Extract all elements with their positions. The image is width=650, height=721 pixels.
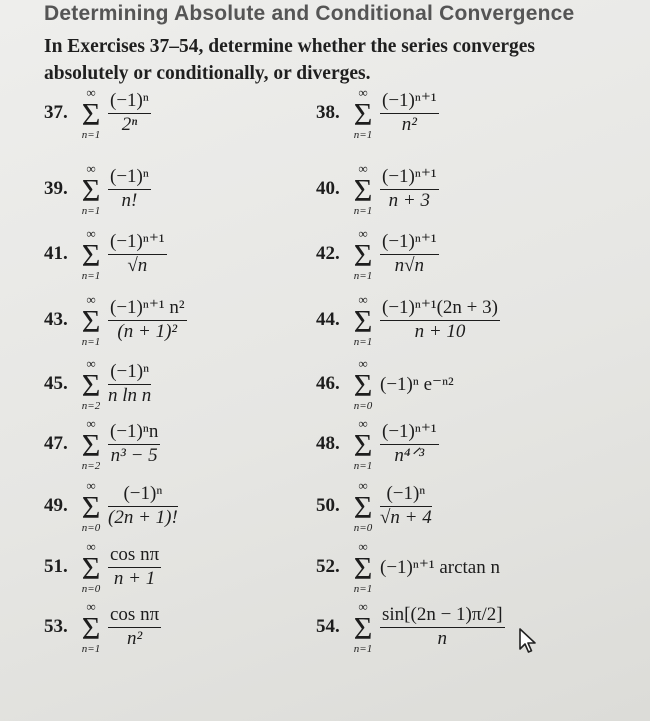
sum-lower-limit: n=1 [81,643,101,655]
series-term: (−1)ⁿ e⁻ⁿ² [380,374,454,395]
sigma-icon: Σ [81,237,101,273]
term-denominator: n² [401,114,417,135]
sum-upper-limit: ∞ [358,292,368,307]
summation [350,227,376,282]
sum-lower-limit: n=1 [353,460,373,472]
term-numerator: sin[(2n − 1)π/2] [380,604,505,628]
term-denominator: √n [127,255,148,276]
sum-lower-limit: n=1 [81,129,101,141]
sum-lower-limit: n=0 [353,400,373,412]
exercise-number: 42. [316,243,340,264]
series-term [380,483,432,529]
summation [350,293,376,348]
sum-upper-limit: ∞ [86,478,96,493]
series-term [380,421,439,467]
term-numerator: (−1)ⁿ⁺¹ [108,231,167,255]
summation [350,162,376,217]
sum-lower-limit: n=0 [81,583,101,595]
term-denominator: n√n [394,255,425,276]
sum-lower-limit: n=1 [353,583,373,595]
sum-lower-limit: n=1 [353,643,373,655]
section-title: Determining Absolute and Conditional Convergence [44,2,575,25]
series-term [108,483,178,529]
series-term [108,544,161,590]
term-numerator: (−1)ⁿ⁺¹(2n + 3) [380,297,500,321]
term-denominator: n² [126,628,143,649]
exercise-number: 40. [316,178,340,199]
sigma-icon: Σ [353,303,373,339]
term-numerator: (−1)ⁿ [108,483,178,507]
sigma-icon: Σ [353,172,373,208]
term-denominator: n! [121,190,138,211]
series-term [108,231,167,277]
series-term [380,90,439,136]
sum-upper-limit: ∞ [86,599,96,614]
exercise-number: 41. [44,243,68,264]
series-term [108,166,151,212]
summation [78,86,104,141]
summation [350,417,376,472]
series-term [108,297,187,343]
sigma-icon: Σ [353,489,373,525]
term-numerator: (−1)ⁿ⁺¹ [380,166,439,190]
series-term [380,604,505,650]
series-term [380,166,439,212]
sum-upper-limit: ∞ [358,161,368,176]
sum-upper-limit: ∞ [86,416,96,431]
exercise-number: 49. [44,495,68,516]
sigma-icon: Σ [81,550,101,586]
exercise-number: 52. [316,556,340,577]
exercise-number: 37. [44,102,68,123]
sigma-icon: Σ [81,610,101,646]
exercise-number: 48. [316,433,340,454]
mouse-cursor-icon [518,627,540,655]
summation [78,540,104,595]
sum-lower-limit: n=1 [353,205,373,217]
sum-upper-limit: ∞ [358,416,368,431]
series-term [108,604,161,650]
sum-upper-limit: ∞ [86,161,96,176]
sum-upper-limit: ∞ [86,539,96,554]
term-denominator: n + 10 [414,321,466,342]
term-numerator: (−1)ⁿ [108,361,151,385]
exercise-number: 43. [44,309,68,330]
summation [78,227,104,282]
sum-upper-limit: ∞ [358,356,368,371]
series-term [108,421,160,467]
sum-upper-limit: ∞ [358,226,368,241]
sum-upper-limit: ∞ [358,539,368,554]
exercise-number: 44. [316,309,340,330]
sigma-icon: Σ [353,237,373,273]
sum-upper-limit: ∞ [86,226,96,241]
sigma-icon: Σ [353,427,373,463]
sum-lower-limit: n=1 [81,336,101,348]
sum-lower-limit: n=2 [81,460,101,472]
exercise-number: 47. [44,433,68,454]
instructions: In Exercises 37–54, determine whether the series converges absolutely or conditionally, or diverges. [44,36,536,84]
exercise-number: 46. [316,373,340,394]
term-numerator: (−1)ⁿ⁺¹ [380,231,439,255]
sigma-icon: Σ [353,367,373,403]
exercise-number: 53. [44,616,68,637]
term-denominator: n + 3 [388,190,430,211]
sum-upper-limit: ∞ [358,85,368,100]
sigma-icon: Σ [81,427,101,463]
term-denominator: 2ⁿ [121,114,138,135]
summation [78,600,104,655]
term-denominator: n⁴ᐟ³ [394,445,425,466]
sum-upper-limit: ∞ [86,292,96,307]
sum-lower-limit: n=0 [353,522,373,534]
term-denominator: (n + 1)² [117,321,178,342]
summation [78,293,104,348]
exercise-number: 45. [44,373,68,394]
summation [350,540,376,595]
term-numerator: (−1)ⁿ⁺¹ n² [108,297,187,321]
term-numerator: (−1)ⁿ⁺¹ [380,90,439,114]
series-term [380,231,439,277]
sum-upper-limit: ∞ [358,599,368,614]
term-denominator: n [437,628,448,649]
term-numerator: (−1)ⁿ [380,483,432,507]
summation [78,479,104,534]
summation [350,600,376,655]
sum-lower-limit: n=1 [81,205,101,217]
term-numerator: (−1)ⁿ [108,166,151,190]
exercise-number: 39. [44,178,68,199]
sum-lower-limit: n=1 [353,336,373,348]
term-denominator: n + 1 [113,568,156,589]
sigma-icon: Σ [81,489,101,525]
term-numerator: cos nπ [108,544,161,568]
summation [78,357,104,412]
sum-lower-limit: n=0 [81,522,101,534]
sum-upper-limit: ∞ [86,85,96,100]
term-numerator: (−1)ⁿn [108,421,160,445]
sum-lower-limit: n=2 [81,400,101,412]
sigma-icon: Σ [81,96,101,132]
series-term: (−1)ⁿ⁺¹ arctan n [380,557,500,578]
summation [350,357,376,412]
series-term [108,361,151,407]
sigma-icon: Σ [353,610,373,646]
sum-lower-limit: n=1 [81,270,101,282]
term-numerator: (−1)ⁿ [108,90,151,114]
exercise-number: 38. [316,102,340,123]
series-term [380,297,500,343]
exercise-number: 54. [316,616,340,637]
summation [350,479,376,534]
term-denominator: √n + 4 [380,507,432,528]
term-numerator: cos nπ [108,604,161,628]
term-denominator: (2n + 1)! [108,507,178,528]
exercise-number: 50. [316,495,340,516]
series-term [108,90,151,136]
term-denominator: n ln n [108,385,152,406]
sigma-icon: Σ [81,303,101,339]
term-denominator: n³ − 5 [110,445,158,466]
summation [350,86,376,141]
summation [78,417,104,472]
sum-upper-limit: ∞ [86,356,96,371]
sum-lower-limit: n=1 [353,270,373,282]
sum-lower-limit: n=1 [353,129,373,141]
term-numerator: (−1)ⁿ⁺¹ [380,421,439,445]
sigma-icon: Σ [81,367,101,403]
sigma-icon: Σ [81,172,101,208]
summation [78,162,104,217]
sigma-icon: Σ [353,96,373,132]
sigma-icon: Σ [353,550,373,586]
sum-upper-limit: ∞ [358,478,368,493]
exercise-number: 51. [44,556,68,577]
